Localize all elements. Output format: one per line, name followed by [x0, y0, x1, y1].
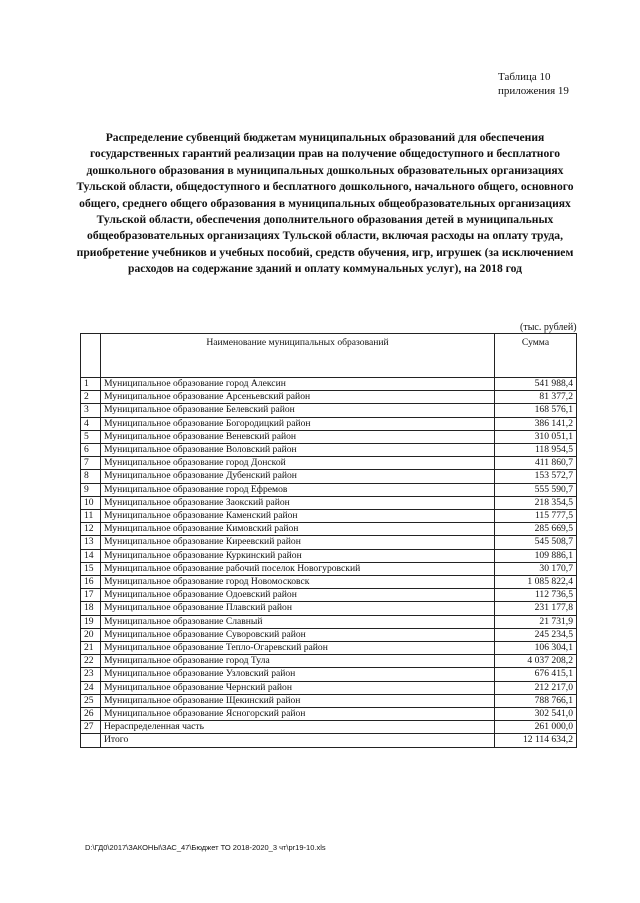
row-number: 11: [81, 510, 101, 523]
row-municipality-name: Муниципальное образование город Новомосковск: [101, 576, 495, 589]
row-number: 17: [81, 589, 101, 602]
row-municipality-name: Муниципальное образование Ясногорский район: [101, 708, 495, 721]
row-municipality-name: Муниципальное образование Кимовский район: [101, 523, 495, 536]
annex-appendix-number: приложения 19: [498, 85, 569, 97]
row-sum: 545 508,7: [495, 536, 577, 549]
row-sum: 115 777,5: [495, 510, 577, 523]
header-name-cell: Наименование муниципальных образований: [101, 334, 495, 378]
table-row: [81, 576, 577, 589]
row-municipality-name: Муниципальное образование город Ефремов: [101, 483, 495, 496]
table-row: [81, 655, 577, 668]
table-row: [81, 523, 577, 536]
row-number: 3: [81, 404, 101, 417]
row-sum: 106 304,1: [495, 642, 577, 655]
row-sum: 245 234,5: [495, 628, 577, 641]
row-sum: 153 572,7: [495, 470, 577, 483]
row-sum: 212 217,0: [495, 681, 577, 694]
table-row: [81, 708, 577, 721]
row-sum: 231 177,8: [495, 602, 577, 615]
table-row: [81, 642, 577, 655]
row-sum: 81 377,2: [495, 391, 577, 404]
row-sum: 21 731,9: [495, 615, 577, 628]
table-row: [81, 536, 577, 549]
row-number: 18: [81, 602, 101, 615]
row-municipality-name: Муниципальное образование город Алексин: [101, 378, 495, 391]
row-municipality-name: Муниципальное образование город Донской: [101, 457, 495, 470]
row-number: 25: [81, 694, 101, 707]
row-municipality-name: Муниципальное образование рабочий поселок Новогуровский: [101, 562, 495, 575]
table-row: [81, 628, 577, 641]
row-municipality-name: Муниципальное образование Веневский район: [101, 430, 495, 443]
row-number: 24: [81, 681, 101, 694]
row-municipality-name: Муниципальное образование Куркинский район: [101, 549, 495, 562]
row-municipality-name: Муниципальное образование Киреевский район: [101, 536, 495, 549]
document-title: Распределение субвенций бюджетам муниципальных образований для обеспечения государственных гарантий реализации прав на получение общедоступного и бесплатного дошкольного образования в муниципальных дошкольных образовательных организациях Тульской области, общедоступного и бесплатного дошкольного, начального общего, основного общего, среднего общего образования в муниципальных общеобразовательных организациях Тульской области, обеспечения дополнительного образования детей в муниципальных общеобразовательных организациях Тульской области, включая расходы на оплату труда, приобретение учебников и учебных пособий, средств обучения, игр, игрушек (за исключением расходов на содержание зданий и оплату коммунальных услуг), на 2018 год: [76, 131, 574, 276]
row-number: 15: [81, 562, 101, 575]
table-row: [81, 602, 577, 615]
row-municipality-name: Муниципальное образование город Тула: [101, 655, 495, 668]
table-row: [81, 444, 577, 457]
row-number: 2: [81, 391, 101, 404]
row-sum: 1 085 822,4: [495, 576, 577, 589]
row-municipality-name: Муниципальное образование Плавский район: [101, 602, 495, 615]
file-path-footer: D:\ГД0\2017\ЗАКОНЫ\ЗАС_47\Бюджет ТО 2018-2020_3 чт\pr19-10.xls: [85, 843, 326, 852]
row-municipality-name: Муниципальное образование Суворовский район: [101, 628, 495, 641]
row-sum: 118 954,5: [495, 444, 577, 457]
row-sum: 218 354,5: [495, 496, 577, 509]
table-row: [81, 378, 577, 391]
row-number: 21: [81, 642, 101, 655]
row-municipality-name: Нераспределенная часть: [101, 721, 495, 734]
row-sum: 30 170,7: [495, 562, 577, 575]
row-municipality-name: Муниципальное образование Воловский район: [101, 444, 495, 457]
row-number: 6: [81, 444, 101, 457]
row-sum: 310 051,1: [495, 430, 577, 443]
row-sum: 541 988,4: [495, 378, 577, 391]
row-municipality-name: Муниципальное образование Тепло-Огаревский район: [101, 642, 495, 655]
row-municipality-name: Муниципальное образование Каменский район: [101, 510, 495, 523]
total-row: [81, 734, 577, 747]
row-number: 1: [81, 378, 101, 391]
row-municipality-name: Муниципальное образование Узловский район: [101, 668, 495, 681]
row-number: 4: [81, 417, 101, 430]
table-row: [81, 589, 577, 602]
table-row: [81, 417, 577, 430]
row-municipality-name: Муниципальное образование Чернский район: [101, 681, 495, 694]
row-sum: 676 415,1: [495, 668, 577, 681]
row-number: 8: [81, 470, 101, 483]
row-number: 10: [81, 496, 101, 509]
table-row: [81, 562, 577, 575]
total-label: Итого: [101, 734, 495, 747]
row-number: 13: [81, 536, 101, 549]
row-sum: 302 541,0: [495, 708, 577, 721]
row-number: 14: [81, 549, 101, 562]
row-sum: 386 141,2: [495, 417, 577, 430]
total-sum: 12 114 634,2: [495, 734, 577, 747]
units-label: (тыс. рублей): [520, 322, 577, 333]
total-number-cell: [81, 734, 101, 747]
row-number: 27: [81, 721, 101, 734]
row-number: 19: [81, 615, 101, 628]
table-row: [81, 510, 577, 523]
row-municipality-name: Муниципальное образование Белевский район: [101, 404, 495, 417]
header-sum-cell: Сумма: [495, 334, 577, 378]
table-row: [81, 391, 577, 404]
table-row: [81, 470, 577, 483]
row-sum: 788 766,1: [495, 694, 577, 707]
row-sum: 411 860,7: [495, 457, 577, 470]
row-sum: 555 590,7: [495, 483, 577, 496]
annex-table-number: Таблица 10: [498, 71, 551, 83]
table-header-row: [81, 334, 577, 378]
row-municipality-name: Муниципальное образование Заокский район: [101, 496, 495, 509]
table-row: [81, 549, 577, 562]
row-sum: 112 736,5: [495, 589, 577, 602]
row-number: 5: [81, 430, 101, 443]
table-row: [81, 404, 577, 417]
annex-reference: [498, 70, 569, 98]
row-municipality-name: Муниципальное образование Богородицкий район: [101, 417, 495, 430]
row-sum: 261 000,0: [495, 721, 577, 734]
table-row: [81, 430, 577, 443]
distribution-table: [80, 333, 577, 748]
row-number: 7: [81, 457, 101, 470]
row-number: 12: [81, 523, 101, 536]
row-municipality-name: Муниципальное образование Славный: [101, 615, 495, 628]
row-number: 9: [81, 483, 101, 496]
row-municipality-name: Муниципальное образование Щекинский район: [101, 694, 495, 707]
row-municipality-name: Муниципальное образование Одоевский район: [101, 589, 495, 602]
header-number-cell: [81, 334, 101, 378]
table-row: [81, 615, 577, 628]
table-row: [81, 694, 577, 707]
row-municipality-name: Муниципальное образование Дубенский район: [101, 470, 495, 483]
table-row: [81, 668, 577, 681]
row-number: 23: [81, 668, 101, 681]
row-sum: 168 576,1: [495, 404, 577, 417]
table-row: [81, 721, 577, 734]
row-number: 26: [81, 708, 101, 721]
row-municipality-name: Муниципальное образование Арсеньевский район: [101, 391, 495, 404]
table-row: [81, 496, 577, 509]
table-row: [81, 457, 577, 470]
row-number: 16: [81, 576, 101, 589]
row-sum: 4 037 208,2: [495, 655, 577, 668]
row-number: 22: [81, 655, 101, 668]
row-sum: 109 886,1: [495, 549, 577, 562]
row-sum: 285 669,5: [495, 523, 577, 536]
table-row: [81, 681, 577, 694]
row-number: 20: [81, 628, 101, 641]
table-row: [81, 483, 577, 496]
